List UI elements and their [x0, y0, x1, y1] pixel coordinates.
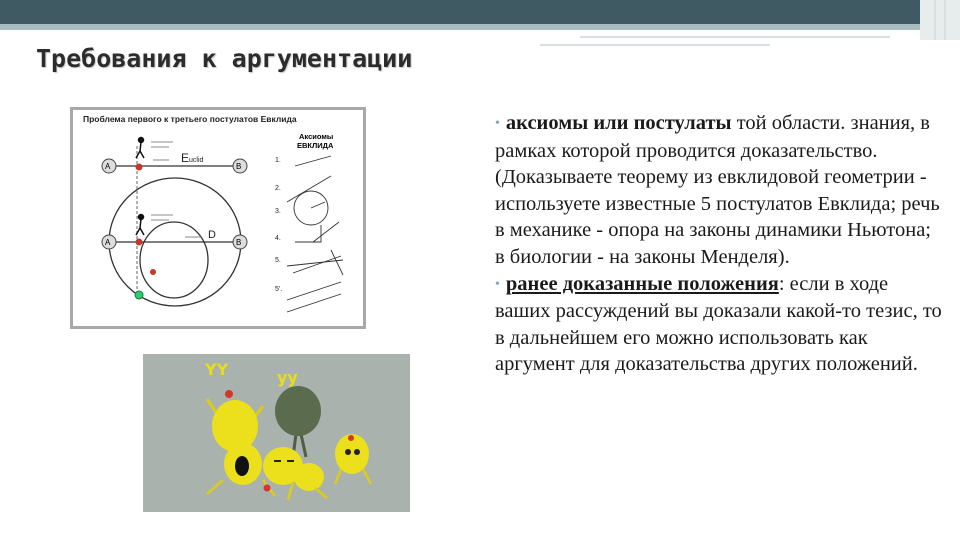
small-circle — [140, 222, 208, 298]
red-dot — [136, 239, 143, 246]
yellow-pea-character — [212, 400, 258, 452]
bullet-body: той области. знания, в рамках которой проводится доказательство. (Доказываете теорему из евклидовой геометрии - используете известные 5 постулатов Евклида; речь в механике - опора на законы динамики Ньютона; в биологии - на законы Менделя). — [495, 112, 940, 268]
bullet-icon: • — [495, 116, 500, 131]
slide-title: Требования к аргументации — [36, 44, 413, 73]
bullet-icon: • — [495, 276, 500, 292]
header-accent-bar — [0, 24, 960, 30]
label-d: D — [208, 229, 216, 241]
header-deco-line — [580, 36, 890, 38]
euclid-postulates-figure — [70, 107, 366, 329]
svg-text:Euclid — [181, 151, 204, 165]
axiom-number: 3. — [275, 208, 281, 215]
bullet-term: ранее доказанные положения — [505, 272, 779, 295]
green-pea-character — [275, 386, 321, 436]
euclid-label: E — [181, 151, 190, 165]
header-deco-line — [540, 44, 770, 46]
bullet-list — [495, 110, 945, 378]
green-dot — [135, 291, 143, 299]
label-b: B — [236, 162, 242, 171]
header-deco-line — [934, 0, 936, 40]
bullet-item-axioms — [495, 110, 945, 271]
axiom-number: 4. — [275, 235, 281, 242]
red-dot — [136, 164, 143, 171]
genotype-label-yy-upper: YY — [205, 360, 229, 379]
yellow-pea-character — [294, 463, 324, 491]
euclid-figure-heading: Проблема первого к третьего постулатов Евклида — [83, 114, 297, 124]
axiom-number: 5. — [275, 257, 281, 264]
walker-icon — [139, 215, 144, 220]
bullet-body: : если в ходе ваших рассуждений вы доказали какой-то тезис, то в дальнейшем его можно использовать как аргумент для доказательства других положений. — [495, 272, 942, 376]
label-a: A — [105, 238, 111, 247]
genotype-label-yy-lower: yy — [277, 368, 298, 387]
header-deco-line — [944, 0, 946, 40]
red-flower — [225, 390, 233, 398]
axiom-number: 1. — [275, 157, 281, 164]
mendel-peas-illustration — [143, 354, 410, 512]
axioms-title: ЕВКЛИДА — [297, 141, 334, 150]
red-dot — [150, 269, 156, 275]
bullet-item-previous-propositions — [495, 271, 945, 378]
axiom-number: 2. — [275, 185, 281, 192]
bullet-term: аксиомы или постулаты — [505, 112, 732, 134]
label-a: A — [105, 162, 111, 171]
axioms-title: Аксиомы — [299, 132, 334, 141]
header-bar — [0, 0, 960, 24]
label-b: B — [236, 238, 242, 247]
header-corner-decoration — [920, 0, 960, 40]
open-mouth — [235, 456, 249, 476]
euclid-suffix: uclid — [189, 157, 204, 164]
walker-icon — [139, 138, 144, 143]
axiom-number: 5'. — [275, 286, 283, 293]
